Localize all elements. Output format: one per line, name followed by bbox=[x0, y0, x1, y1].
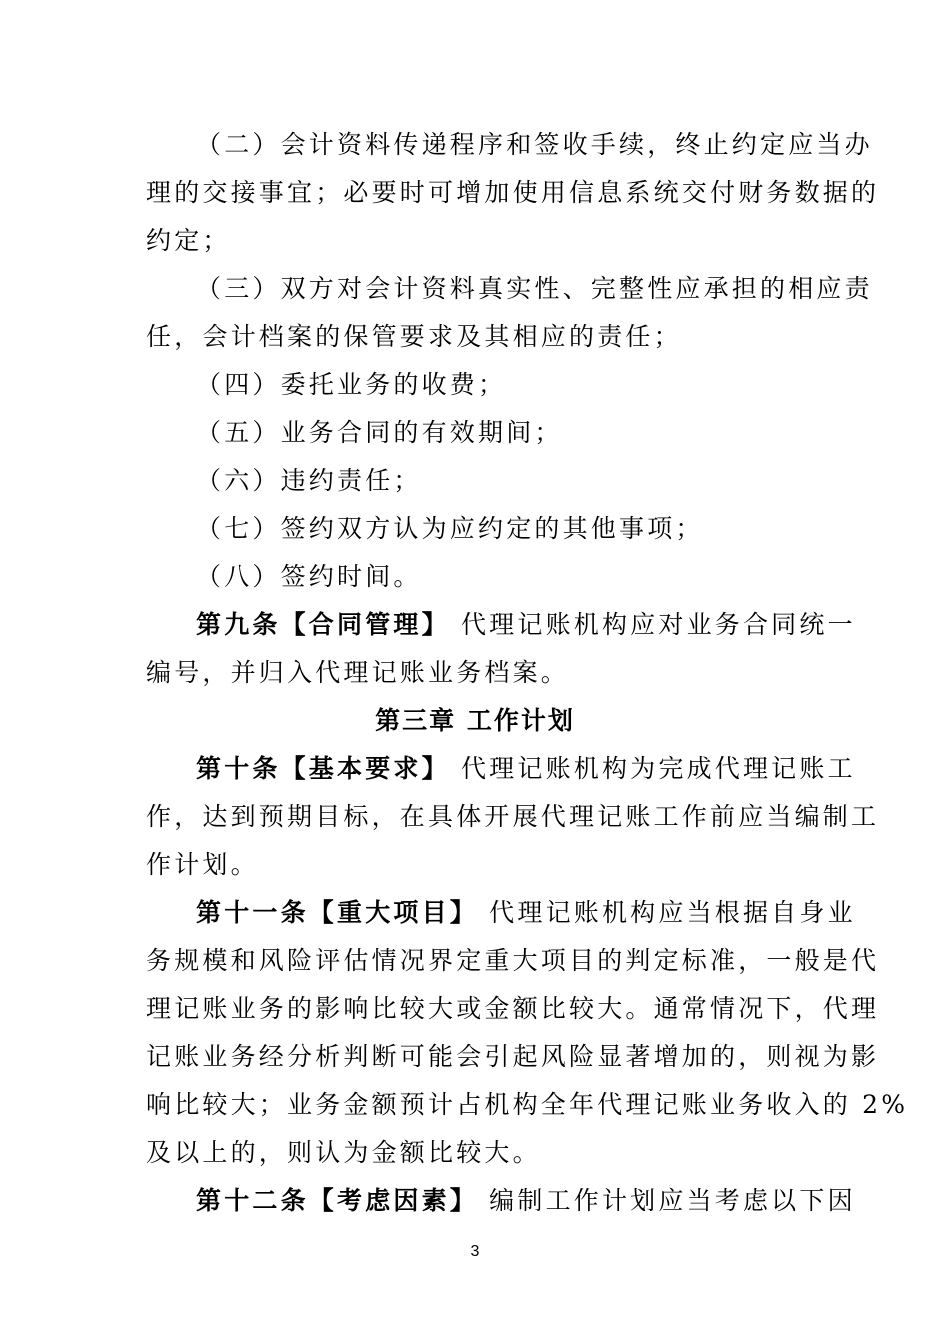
article-12-line bbox=[196, 1186, 856, 1216]
paragraph-line: 任，会计档案的保管要求及其相应的责任； bbox=[146, 322, 682, 351]
article-heading: 第十条【基本要求】 bbox=[196, 754, 450, 783]
paragraph-line: 务规模和风险评估情况界定重大项目的判定标准，一般是代 bbox=[146, 946, 880, 975]
article-heading: 第十一条【重大项目】 bbox=[196, 898, 479, 927]
article-text: 编制工作计划应当考虑以下因 bbox=[489, 1186, 856, 1215]
article-9-line bbox=[196, 610, 856, 640]
article-heading: 第九条【合同管理】 bbox=[196, 610, 450, 639]
list-item: （六）违约责任； bbox=[196, 466, 422, 495]
list-item: （八）签约时间。 bbox=[196, 562, 422, 591]
paragraph-line: 理的交接事宜；必要时可增加使用信息系统交付财务数据的 bbox=[146, 178, 880, 207]
article-11-line bbox=[196, 898, 856, 928]
article-text: 代理记账机构应对业务合同统一 bbox=[460, 610, 856, 639]
list-item: （四）委托业务的收费； bbox=[196, 370, 507, 399]
chapter-title: 第三章 工作计划 bbox=[375, 706, 575, 735]
paragraph-line: 作计划。 bbox=[146, 850, 259, 879]
paragraph-line: 及以上的，则认为金额比较大。 bbox=[146, 1138, 541, 1167]
paragraph-line: 作，达到预期目标，在具体开展代理记账工作前应当编制工 bbox=[146, 802, 880, 831]
article-text: 代理记账机构应当根据自身业 bbox=[489, 898, 856, 927]
article-10-line bbox=[196, 754, 856, 784]
paragraph-line: （三）双方对会计资料真实性、完整性应承担的相应责 bbox=[196, 274, 873, 303]
paragraph-line: 理记账业务的影响比较大或金额比较大。通常情况下，代理 bbox=[146, 994, 880, 1023]
paragraph-line: （二）会计资料传递程序和签收手续，终止约定应当办 bbox=[196, 130, 873, 159]
paragraph-line: 编号，并归入代理记账业务档案。 bbox=[146, 658, 570, 687]
list-item: （七）签约双方认为应约定的其他事项； bbox=[196, 514, 704, 543]
page-number: 3 bbox=[470, 1243, 480, 1260]
article-heading: 第十二条【考虑因素】 bbox=[196, 1186, 479, 1215]
list-item: （五）业务合同的有效期间； bbox=[196, 418, 563, 447]
article-text: 代理记账机构为完成代理记账工 bbox=[460, 754, 856, 783]
paragraph-line: 记账业务经分析判断可能会引起风险显著增加的，则视为影 bbox=[146, 1042, 880, 1071]
paragraph-line: 约定； bbox=[146, 226, 231, 255]
paragraph-line: 响比较大；业务金额预计占机构全年代理记账业务收入的 2% bbox=[146, 1090, 909, 1119]
